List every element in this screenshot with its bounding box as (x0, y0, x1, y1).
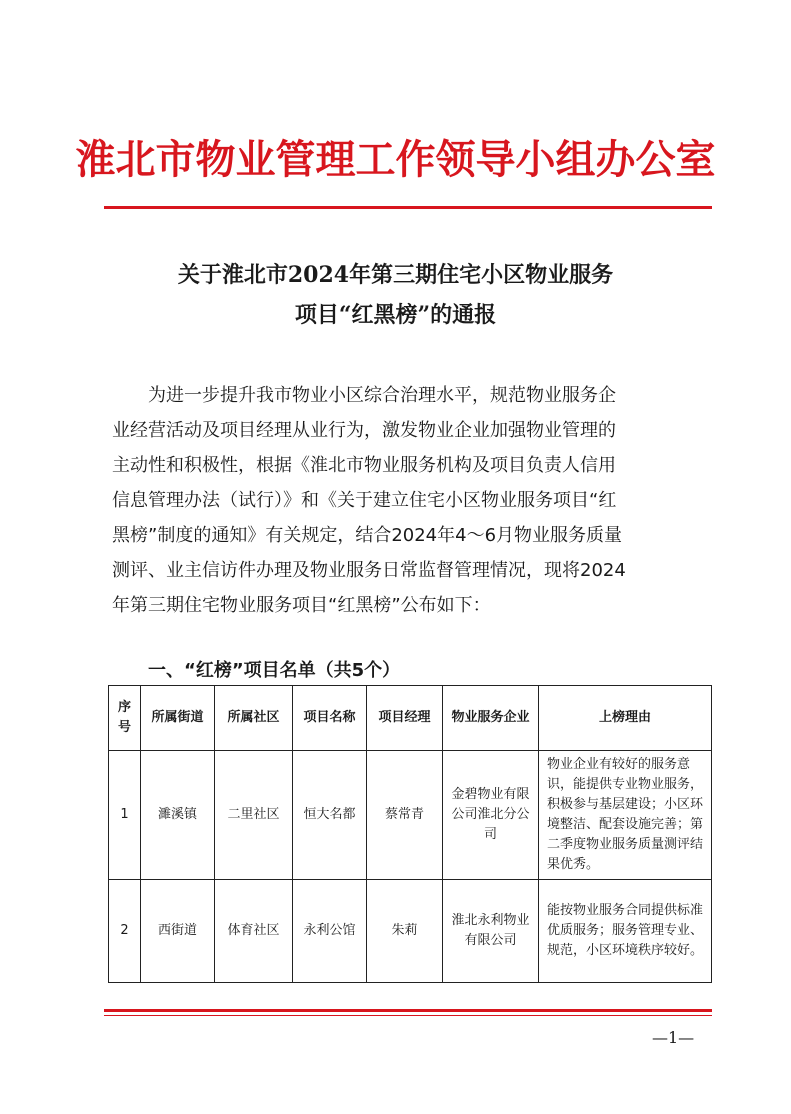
body-line: 业经营活动及项目经理从业行为，激发物业企业加强物业管理的 (112, 420, 616, 441)
cell-community: 体育社区 (215, 880, 293, 983)
page-number: —1— (652, 1028, 695, 1047)
cell-reason: 物业企业有较好的服务意识，能提供专业物业服务，积极参与基层建设；小区环境整洁、配套设施完善；第二季度物业服务质量测评结果优秀。 (539, 751, 712, 880)
header-project: 项目名称 (293, 686, 367, 751)
header-company: 物业服务企业 (443, 686, 539, 751)
table-row (109, 751, 712, 880)
cell-community: 二里社区 (215, 751, 293, 880)
cell-company: 淮北永利物业有限公司 (443, 880, 539, 983)
cell-street: 西街道 (141, 880, 215, 983)
body-line: 主动性和积极性，根据《淮北市物业服务机构及项目负责人信用 (112, 455, 616, 476)
document-title-line-2: 项目“红黑榜”的通报 (294, 302, 497, 328)
cell-company: 金碧物业有限公司淮北分公司 (443, 751, 539, 880)
cell-manager: 朱莉 (367, 880, 443, 983)
header-reason: 上榜理由 (539, 686, 712, 751)
body-line: 测评、业主信访件办理及物业服务日常监督管理情况，现将2024 (112, 560, 626, 581)
table-header-row (109, 686, 712, 751)
cell-reason: 能按物业服务合同提供标准优质服务；服务管理专业、规范，小区环境秩序较好。 (539, 880, 712, 983)
header-red-rule (104, 206, 712, 209)
header-no: 序号 (109, 686, 141, 751)
red-list-table (108, 685, 712, 983)
cell-no: 1 (109, 751, 141, 880)
header-manager: 项目经理 (367, 686, 443, 751)
header-community: 所属社区 (215, 686, 293, 751)
cell-project: 恒大名都 (293, 751, 367, 880)
body-line: 黑榜”制度的通知》有关规定，结合2024年4～6月物业服务质量 (112, 525, 623, 546)
footer-red-rule-thin (104, 1015, 712, 1016)
cell-manager: 蔡常青 (367, 751, 443, 880)
body-line: 信息管理办法（试行）》和《关于建立住宅小区物业服务项目“红 (112, 490, 617, 511)
body-paragraph (112, 378, 712, 623)
table-row (109, 880, 712, 983)
body-line: 为进一步提升我市物业小区综合治理水平，规范物业服务企 (148, 385, 616, 406)
cell-project: 永利公馆 (293, 880, 367, 983)
body-line: 年第三期住宅物业服务项目“红黑榜”公布如下： (112, 595, 491, 616)
document-title-line-1: 关于淮北市2024年第三期住宅小区物业服务 (177, 262, 614, 288)
footer-red-rule-thick (104, 1009, 712, 1012)
header-street: 所属街道 (141, 686, 215, 751)
cell-street: 濉溪镇 (141, 751, 215, 880)
cell-no: 2 (109, 880, 141, 983)
section-heading-red-list: 一、“红榜”项目名单（共5个） (148, 660, 401, 681)
issuing-office-header: 淮北市物业管理工作领导小组办公室 (75, 137, 716, 183)
